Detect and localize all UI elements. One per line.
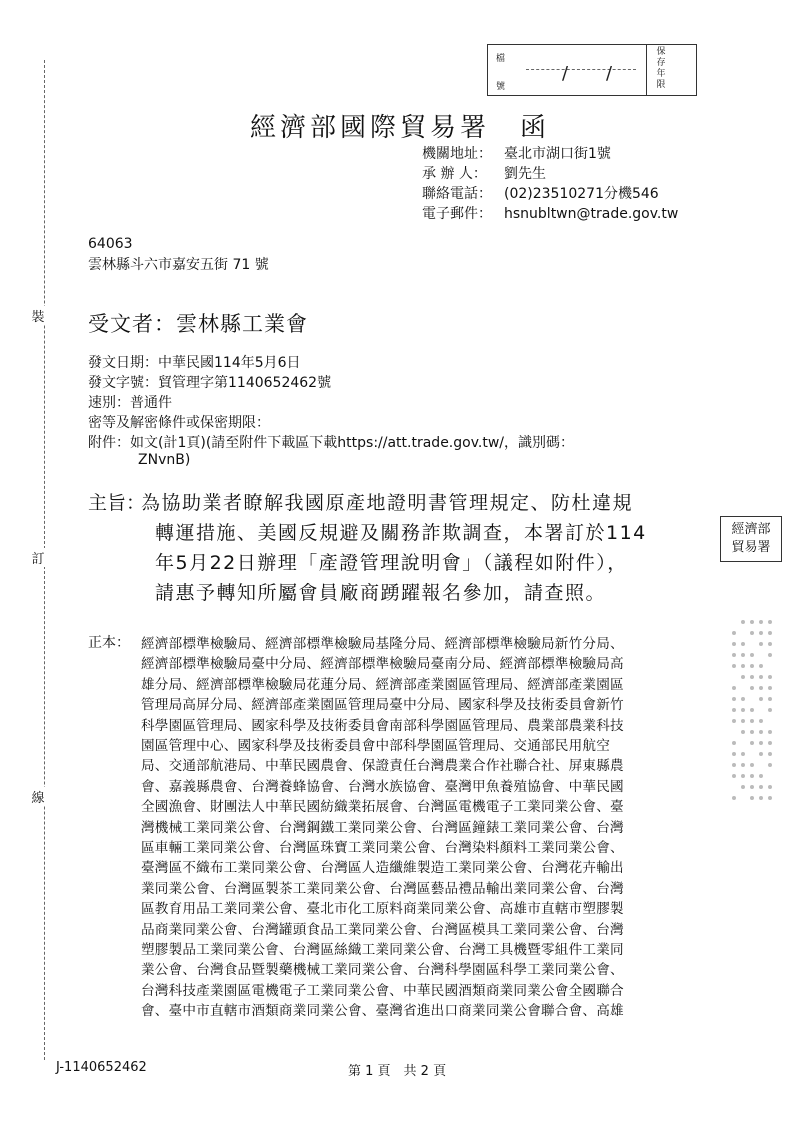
perforation-dot bbox=[759, 642, 763, 646]
contact-value: 劉先生 bbox=[504, 166, 546, 182]
contact-value: hsnubltwn@trade.gov.tw bbox=[504, 206, 679, 222]
contact-key: 機關地址： bbox=[422, 146, 492, 162]
perforation-dot bbox=[732, 752, 736, 756]
attachment-code: ZNvnB) bbox=[138, 452, 191, 468]
perforation-dot bbox=[750, 708, 754, 712]
copies-list-line: 台灣科技產業園區電機電子工業同業公會、中華民國酒類商業同業公會全國聯合 bbox=[141, 982, 624, 999]
stamp-line: 經濟部 bbox=[731, 522, 771, 537]
perforation-dot bbox=[732, 686, 736, 690]
archive-label-top: 檔 bbox=[496, 54, 506, 64]
perforation-dot bbox=[759, 631, 763, 635]
subject-line: 為協助業者瞭解我國原產地證明書管理規定、防杜違規 bbox=[141, 492, 634, 514]
contact-value: (02)23510271分機546 bbox=[504, 186, 659, 202]
perforation-dot bbox=[750, 664, 754, 668]
attachment-line: 附件：如文(計1頁)(請至附件下載區下載https://att.trade.gov.tw/，識別碼： bbox=[88, 435, 575, 451]
subject-label: 主旨： bbox=[88, 492, 146, 514]
perforation-dot bbox=[750, 763, 754, 767]
perforation-dot bbox=[768, 642, 772, 646]
perforation-dot bbox=[759, 620, 763, 624]
perforation-dot bbox=[732, 653, 736, 657]
perforation-dot bbox=[732, 631, 736, 635]
zip-code: 64063 bbox=[88, 236, 133, 252]
copies-list-line: 業同業公會、台灣區製茶工業同業公會、台灣區藝品禮品輸出業同業公會、台灣 bbox=[141, 880, 624, 897]
perforation-dot bbox=[750, 675, 754, 679]
copies-list-line: 管理局高屏分局、經濟部產業園區管理局臺中分局、國家科學及技術委員會新竹 bbox=[141, 697, 624, 714]
official-seal-stamp bbox=[720, 516, 782, 562]
perforation-dot bbox=[768, 752, 772, 756]
perforation-dot bbox=[750, 774, 754, 778]
copies-list-line: 局、交通部航港局、中華民國農會、保證責任台灣農業合作社聯合社、屏東縣農 bbox=[141, 758, 624, 775]
contact-email bbox=[422, 203, 678, 223]
perforation-dot bbox=[741, 763, 745, 767]
archive-slash-b: / bbox=[606, 63, 613, 84]
perforation-dot bbox=[750, 796, 754, 800]
perforation-dot bbox=[732, 719, 736, 723]
perforation-dot bbox=[741, 664, 745, 668]
copies-list-line: 經濟部標準檢驗局、經濟部標準檢驗局基隆分局、經濟部標準檢驗局新竹分局、 bbox=[141, 636, 624, 652]
issue-date: 發文日期：中華民國114年5月6日 bbox=[88, 355, 301, 371]
perforation-dot bbox=[768, 741, 772, 745]
perforation-dot bbox=[741, 653, 745, 657]
perforation-dot bbox=[741, 620, 745, 624]
perforation-dot bbox=[741, 675, 745, 679]
contact-key: 承 辦 人： bbox=[422, 166, 487, 182]
perforation-dot bbox=[732, 796, 736, 800]
copies-list-line: 品商業同業公會、台灣罐頭食品工業同業公會、台灣區模具工業同業公會、台灣 bbox=[141, 921, 624, 938]
copies-list-line: 會、臺中市直轄市酒類商業同業公會、臺灣省進出口商業同業公會聯合會、高雄 bbox=[141, 1003, 624, 1020]
perforation-dot bbox=[732, 664, 736, 668]
perforation-dot bbox=[759, 686, 763, 690]
copies-list-line: 區車輛工業同業公會、台灣區珠寶工業同業公會、台灣染料顏料工業同業公會、 bbox=[141, 840, 624, 856]
perforation-dot bbox=[732, 697, 736, 701]
issue-number: 發文字號：貿管理字第1140652462號 bbox=[88, 375, 332, 391]
mailing-address: 雲林縣斗六市嘉安五街 71 號 bbox=[88, 257, 269, 273]
confidentiality: 密等及解密條件或保密期限： bbox=[88, 415, 270, 431]
contact-handler bbox=[422, 163, 546, 183]
copies-list-line: 經濟部標準檢驗局臺中分局、經濟部標準檢驗局臺南分局、經濟部標準檢驗局高 bbox=[141, 656, 624, 673]
perforation-dot bbox=[741, 774, 745, 778]
archive-number-box bbox=[487, 44, 697, 96]
perforation-dot bbox=[741, 752, 745, 756]
contact-value: 臺北市湖口街1號 bbox=[504, 146, 611, 162]
perforation-dot bbox=[732, 774, 736, 778]
archive-box-main bbox=[488, 45, 647, 95]
perforation-dot bbox=[768, 785, 772, 789]
subject-line: 轉運措施、美國反規避及關務詐欺調查，本署訂於114 bbox=[155, 522, 647, 544]
speed-category: 速別：普通件 bbox=[88, 395, 172, 411]
archive-slash-a: / bbox=[562, 63, 569, 84]
perforation-dot bbox=[768, 631, 772, 635]
perforation-dot bbox=[741, 719, 745, 723]
copies-list-line: 業公會、台灣食品暨製藥機械工業同業公會、台灣科學園區科學工業同業公會、 bbox=[141, 962, 624, 979]
perforation-dot bbox=[759, 730, 763, 734]
perforation-dot bbox=[759, 796, 763, 800]
copies-list-line: 全國漁會、財團法人中華民國紡織業拓展會、台灣區電機電子工業同業公會、臺 bbox=[141, 799, 624, 816]
perforation-dot bbox=[759, 664, 763, 668]
perforation-dot bbox=[750, 620, 754, 624]
document-title: 經濟部國際貿易署 函 bbox=[249, 113, 550, 143]
copies-list-line: 臺灣區不織布工業同業公會、台灣區人造纖維製造工業同業公會、台灣花卉輸出 bbox=[141, 860, 624, 877]
perforation-dot bbox=[741, 697, 745, 701]
perforation-dot bbox=[768, 730, 772, 734]
perforation-dot bbox=[750, 653, 754, 657]
perforation-dot bbox=[750, 730, 754, 734]
perforation-dot bbox=[732, 763, 736, 767]
recipient: 受文者：雲林縣工業會 bbox=[88, 312, 308, 336]
copies-label: 正本： bbox=[88, 635, 130, 651]
perforation-dot bbox=[759, 752, 763, 756]
binding-mark-zhuang: 裝 bbox=[30, 306, 46, 325]
perforation-dot bbox=[750, 785, 754, 789]
perforation-dot bbox=[768, 763, 772, 767]
perforation-dot bbox=[759, 785, 763, 789]
perforation-dot bbox=[768, 653, 772, 657]
copies-list-line: 科學園區管理局、國家科學及技術委員會南部科學園區管理局、農業部農業科技 bbox=[141, 717, 624, 734]
perforation-dot bbox=[741, 730, 745, 734]
perforation-dot bbox=[768, 796, 772, 800]
copies-list-line: 雄分局、經濟部標準檢驗局花蓮分局、經濟部產業園區管理局、經濟部產業園區 bbox=[141, 676, 624, 693]
perforation-dot bbox=[750, 631, 754, 635]
page-indicator: 第 1 頁 共 2 頁 bbox=[348, 1064, 447, 1079]
perforation-dot-pattern bbox=[732, 620, 780, 820]
perforation-dot bbox=[759, 719, 763, 723]
perforation-dot bbox=[732, 642, 736, 646]
copies-list-line: 塑膠製品工業同業公會、台灣區絲織工業同業公會、台灣工具機暨零組件工業同 bbox=[141, 942, 624, 958]
perforation-dot bbox=[768, 675, 772, 679]
contact-address bbox=[422, 143, 611, 163]
perforation-dot bbox=[759, 741, 763, 745]
subject-line: 年5月22日辦理「產證管理說明會」（議程如附件）， bbox=[155, 552, 628, 574]
perforation-dot bbox=[750, 686, 754, 690]
perforation-dot bbox=[741, 708, 745, 712]
copies-list-line: 園區管理中心、國家科學及技術委員會中部科學園區管理局、交通部民用航空 bbox=[141, 738, 610, 754]
archive-dashed-divider bbox=[526, 69, 636, 70]
binding-mark-ding: 訂 bbox=[30, 548, 46, 567]
archive-label-bottom: 號 bbox=[496, 82, 506, 92]
perforation-dot bbox=[750, 741, 754, 745]
copies-list-line: 灣機械工業同業公會、台灣鋼鐵工業同業公會、台灣區鐘錶工業同業公會、台灣 bbox=[141, 819, 624, 836]
perforation-dot bbox=[741, 785, 745, 789]
retention-period-label: 保存年限 bbox=[656, 47, 666, 90]
contact-key: 電子郵件： bbox=[422, 206, 492, 222]
perforation-dot bbox=[759, 697, 763, 701]
perforation-dot bbox=[741, 642, 745, 646]
subject-line: 請惠予轉知所屬會員廠商踴躍報名參加，請查照。 bbox=[155, 582, 607, 604]
contact-phone bbox=[422, 183, 659, 203]
copies-list-line: 會、嘉義縣農會、台灣養蜂協會、台灣水族協會、臺灣甲魚養殖協會、中華民國 bbox=[141, 778, 624, 795]
perforation-dot bbox=[768, 620, 772, 624]
stamp-line: 貿易署 bbox=[731, 540, 771, 555]
binding-mark-xian: 線 bbox=[30, 787, 46, 806]
perforation-dot bbox=[759, 675, 763, 679]
contact-key: 聯絡電話： bbox=[422, 186, 492, 202]
perforation-dot bbox=[732, 708, 736, 712]
perforation-dot bbox=[759, 774, 763, 778]
document-id: J-1140652462 bbox=[56, 1060, 147, 1075]
perforation-dot bbox=[732, 741, 736, 745]
copies-list-line: 區教育用品工業同業公會、臺北市化工原料商業同業公會、高雄市直轄市塑膠製 bbox=[141, 901, 624, 918]
perforation-dot bbox=[768, 686, 772, 690]
perforation-dot bbox=[750, 719, 754, 723]
perforation-dot bbox=[768, 708, 772, 712]
perforation-dot bbox=[768, 697, 772, 701]
